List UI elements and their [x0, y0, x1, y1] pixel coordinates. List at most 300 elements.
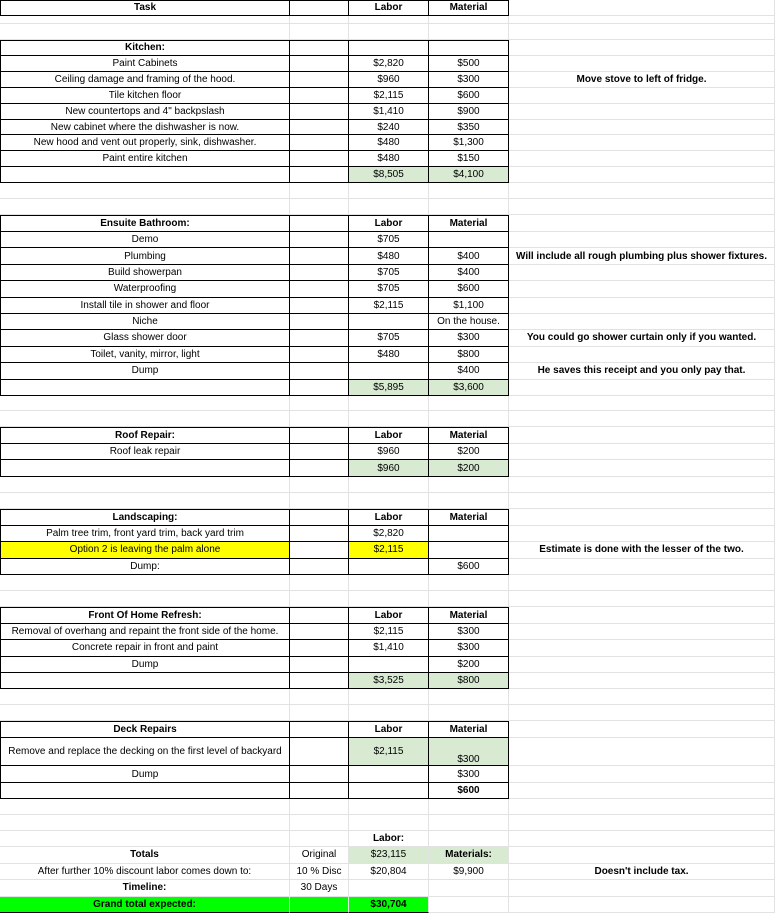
cell-comment[interactable]: [509, 281, 775, 298]
cell-material[interactable]: Material: [429, 427, 509, 444]
cell-note-col[interactable]: [290, 783, 349, 799]
cell-labor[interactable]: [349, 183, 429, 199]
cell-material[interactable]: [429, 897, 509, 913]
cell-note-col[interactable]: [290, 314, 349, 330]
cell-material[interactable]: $200: [429, 460, 509, 477]
cell-task[interactable]: New countertops and 4" backpslash: [0, 104, 290, 120]
cell-comment[interactable]: Move stove to left of fridge.: [509, 72, 775, 88]
cell-labor[interactable]: [349, 689, 429, 705]
cell-comment[interactable]: [509, 396, 775, 412]
cell-labor[interactable]: $2,115: [349, 88, 429, 104]
cell-note-col[interactable]: Original: [290, 847, 349, 864]
cell-labor[interactable]: $705: [349, 232, 429, 248]
cell-task[interactable]: New hood and vent out properly, sink, dishwasher.: [0, 135, 290, 151]
cell-note-col[interactable]: [290, 0, 349, 16]
cell-note-col[interactable]: [290, 135, 349, 151]
cell-labor[interactable]: Labor: [349, 721, 429, 738]
cell-labor[interactable]: [349, 766, 429, 783]
cell-comment[interactable]: [509, 444, 775, 460]
cell-comment[interactable]: [509, 411, 775, 427]
cell-note-col[interactable]: [290, 104, 349, 120]
cell-labor[interactable]: [349, 880, 429, 897]
cell-note-col[interactable]: [290, 347, 349, 363]
cell-task[interactable]: Dump:: [0, 559, 290, 575]
cell-comment[interactable]: [509, 526, 775, 542]
cell-task[interactable]: Ensuite Bathroom:: [0, 215, 290, 232]
cell-note-col[interactable]: [290, 40, 349, 56]
cell-comment[interactable]: [509, 0, 775, 16]
cell-task[interactable]: Kitchen:: [0, 40, 290, 56]
cell-task[interactable]: Install tile in shower and floor: [0, 298, 290, 314]
cell-material[interactable]: Material: [429, 215, 509, 232]
cell-note-col[interactable]: 10 % Disc: [290, 864, 349, 880]
cell-comment[interactable]: [509, 88, 775, 104]
cell-labor[interactable]: $2,820: [349, 526, 429, 542]
cell-material[interactable]: [429, 477, 509, 493]
cell-labor[interactable]: $5,895: [349, 380, 429, 396]
cell-comment[interactable]: [509, 509, 775, 526]
cell-task[interactable]: [0, 799, 290, 815]
cell-material[interactable]: [429, 799, 509, 815]
table-row: [0, 880, 775, 897]
cell-note-col[interactable]: [290, 396, 349, 412]
cell-note-col[interactable]: 30 Days: [290, 880, 349, 897]
cell-task[interactable]: [0, 411, 290, 427]
cell-task[interactable]: Dump: [0, 657, 290, 673]
cell-labor[interactable]: $240: [349, 120, 429, 136]
cell-task[interactable]: Deck Repairs: [0, 721, 290, 738]
cell-material[interactable]: $500: [429, 56, 509, 72]
cell-material[interactable]: $300: [429, 738, 509, 766]
cell-task[interactable]: Grand total expected:: [0, 897, 290, 913]
cell-material[interactable]: $300: [429, 766, 509, 783]
cell-task[interactable]: Toilet, vanity, mirror, light: [0, 347, 290, 363]
cell-labor[interactable]: $8,505: [349, 167, 429, 183]
cell-note-col[interactable]: [290, 721, 349, 738]
table-row: [0, 135, 775, 151]
cell-task[interactable]: [0, 380, 290, 396]
table-row: [0, 738, 775, 766]
cell-comment[interactable]: You could go shower curtain only if you wanted.: [509, 330, 775, 347]
cell-task[interactable]: Roof Repair:: [0, 427, 290, 444]
cell-material[interactable]: [429, 411, 509, 427]
cell-comment[interactable]: He saves this receipt and you only pay that.: [509, 363, 775, 380]
cell-comment[interactable]: [509, 591, 775, 607]
cell-task[interactable]: Niche: [0, 314, 290, 330]
cell-labor[interactable]: [349, 411, 429, 427]
cell-labor[interactable]: [349, 799, 429, 815]
cell-comment[interactable]: [509, 56, 775, 72]
cell-task[interactable]: [0, 783, 290, 799]
cell-comment[interactable]: [509, 167, 775, 183]
cell-task[interactable]: Build showerpan: [0, 265, 290, 281]
cell-note-col[interactable]: [290, 427, 349, 444]
cell-material[interactable]: [429, 199, 509, 215]
cell-labor[interactable]: $960: [349, 444, 429, 460]
table-row: [0, 831, 775, 847]
cell-labor[interactable]: Labor: [349, 427, 429, 444]
cell-material[interactable]: Materials:: [429, 847, 509, 864]
cell-note-col[interactable]: [290, 363, 349, 380]
cell-material[interactable]: [429, 16, 509, 24]
cell-comment[interactable]: [509, 815, 775, 831]
cell-labor[interactable]: [349, 477, 429, 493]
cell-labor[interactable]: $705: [349, 281, 429, 298]
cell-task[interactable]: [0, 831, 290, 847]
cell-labor[interactable]: $1,410: [349, 640, 429, 657]
table-row: [0, 151, 775, 167]
cell-comment[interactable]: [509, 673, 775, 690]
cell-material[interactable]: $600: [429, 783, 509, 799]
cell-task[interactable]: Totals: [0, 847, 290, 864]
table-row: [0, 72, 775, 88]
cell-labor[interactable]: [349, 396, 429, 412]
cell-task[interactable]: [0, 575, 290, 591]
cell-material[interactable]: [429, 831, 509, 847]
cell-labor[interactable]: [349, 783, 429, 799]
cell-material[interactable]: Material: [429, 607, 509, 624]
cell-material[interactable]: [429, 24, 509, 40]
cell-task[interactable]: Demo: [0, 232, 290, 248]
cell-material[interactable]: $300: [429, 640, 509, 657]
cell-material[interactable]: $300: [429, 72, 509, 88]
cell-note-col[interactable]: [290, 298, 349, 314]
cell-labor[interactable]: Labor: [349, 0, 429, 16]
cell-labor[interactable]: [349, 24, 429, 40]
table-row: [0, 575, 775, 591]
cell-task[interactable]: [0, 493, 290, 509]
cell-task[interactable]: Roof leak repair: [0, 444, 290, 460]
cell-material[interactable]: $350: [429, 120, 509, 136]
cell-labor[interactable]: $480: [349, 151, 429, 167]
cell-task[interactable]: Waterproofing: [0, 281, 290, 298]
cell-note-col[interactable]: [290, 673, 349, 690]
cell-comment[interactable]: [509, 721, 775, 738]
table-row: [0, 766, 775, 783]
table-row: [0, 56, 775, 72]
cell-labor[interactable]: $2,820: [349, 56, 429, 72]
cell-comment[interactable]: [509, 880, 775, 897]
cell-material[interactable]: $800: [429, 347, 509, 363]
cell-labor[interactable]: $705: [349, 330, 429, 347]
cell-comment[interactable]: [509, 477, 775, 493]
cell-comment[interactable]: [509, 104, 775, 120]
cell-task[interactable]: [0, 167, 290, 183]
cell-task[interactable]: [0, 396, 290, 412]
cell-note-col[interactable]: [290, 493, 349, 509]
cell-note-col[interactable]: [290, 265, 349, 281]
cell-comment[interactable]: [509, 738, 775, 766]
cell-task[interactable]: [0, 183, 290, 199]
cell-note-col[interactable]: [290, 831, 349, 847]
cell-labor[interactable]: $23,115: [349, 847, 429, 864]
cell-labor[interactable]: $960: [349, 72, 429, 88]
cell-labor[interactable]: $960: [349, 460, 429, 477]
cell-task[interactable]: Glass shower door: [0, 330, 290, 347]
cell-material[interactable]: [429, 591, 509, 607]
cell-note-col[interactable]: [290, 248, 349, 265]
cell-comment[interactable]: [509, 265, 775, 281]
cell-note-col[interactable]: [290, 526, 349, 542]
cell-labor[interactable]: $3,525: [349, 673, 429, 690]
table-row: [0, 460, 775, 477]
cell-note-col[interactable]: [290, 607, 349, 624]
cell-note-col[interactable]: [290, 232, 349, 248]
cell-note-col[interactable]: [290, 815, 349, 831]
cell-comment[interactable]: [509, 766, 775, 783]
cell-material[interactable]: $400: [429, 265, 509, 281]
cell-material[interactable]: $400: [429, 248, 509, 265]
table-row: [0, 120, 775, 136]
cell-comment[interactable]: [509, 314, 775, 330]
cell-comment[interactable]: [509, 607, 775, 624]
cell-note-col[interactable]: [290, 575, 349, 591]
cell-comment[interactable]: [509, 183, 775, 199]
cell-comment[interactable]: [509, 847, 775, 864]
cell-labor[interactable]: [349, 16, 429, 24]
cell-note-col[interactable]: [290, 624, 349, 640]
cell-task[interactable]: [0, 24, 290, 40]
cell-task[interactable]: Ceiling damage and framing of the hood.: [0, 72, 290, 88]
cell-note-col[interactable]: [290, 24, 349, 40]
cell-note-col[interactable]: [290, 199, 349, 215]
cell-task[interactable]: Removal of overhang and repaint the front side of the home.: [0, 624, 290, 640]
cell-note-col[interactable]: [290, 689, 349, 705]
cell-material[interactable]: $200: [429, 657, 509, 673]
cell-task[interactable]: Palm tree trim, front yard trim, back yard trim: [0, 526, 290, 542]
cell-note-col[interactable]: [290, 766, 349, 783]
cell-comment[interactable]: [509, 120, 775, 136]
cell-comment[interactable]: [509, 575, 775, 591]
cell-note-col[interactable]: [290, 591, 349, 607]
cell-note-col[interactable]: [290, 542, 349, 559]
cell-task[interactable]: Paint entire kitchen: [0, 151, 290, 167]
cell-labor[interactable]: [349, 705, 429, 721]
cell-labor[interactable]: [349, 363, 429, 380]
cell-task[interactable]: Plumbing: [0, 248, 290, 265]
cell-note-col[interactable]: [290, 330, 349, 347]
cell-material[interactable]: $600: [429, 281, 509, 298]
cell-comment[interactable]: Estimate is done with the lesser of the two.: [509, 542, 775, 559]
cell-task[interactable]: Tile kitchen floor: [0, 88, 290, 104]
cell-note-col[interactable]: [290, 460, 349, 477]
cell-task[interactable]: Option 2 is leaving the palm alone: [0, 542, 290, 559]
cell-material[interactable]: [429, 689, 509, 705]
table-row: [0, 183, 775, 199]
cell-task[interactable]: Task: [0, 0, 290, 16]
cell-task[interactable]: [0, 815, 290, 831]
cell-note-col[interactable]: [290, 738, 349, 766]
cell-material[interactable]: Material: [429, 721, 509, 738]
cell-comment[interactable]: Will include all rough plumbing plus shower fixtures.: [509, 248, 775, 265]
table-row: [0, 24, 775, 40]
cell-comment[interactable]: Doesn't include tax.: [509, 864, 775, 880]
cell-material[interactable]: [429, 396, 509, 412]
cell-labor[interactable]: $20,804: [349, 864, 429, 880]
cell-labor[interactable]: $2,115: [349, 624, 429, 640]
cell-comment[interactable]: [509, 705, 775, 721]
cell-comment[interactable]: [509, 559, 775, 575]
cell-material[interactable]: $900: [429, 104, 509, 120]
cell-material[interactable]: [429, 40, 509, 56]
cell-note-col[interactable]: [290, 477, 349, 493]
cell-material[interactable]: [429, 183, 509, 199]
cell-labor[interactable]: [349, 199, 429, 215]
cell-labor[interactable]: Labor: [349, 607, 429, 624]
cell-comment[interactable]: [509, 24, 775, 40]
cell-note-col[interactable]: [290, 411, 349, 427]
cell-task[interactable]: Landscaping:: [0, 509, 290, 526]
cell-comment[interactable]: [509, 215, 775, 232]
cell-task[interactable]: [0, 477, 290, 493]
cell-note-col[interactable]: [290, 509, 349, 526]
cell-comment[interactable]: [509, 427, 775, 444]
cell-material[interactable]: [429, 815, 509, 831]
cell-material[interactable]: $150: [429, 151, 509, 167]
cell-note-col[interactable]: [290, 640, 349, 657]
cell-labor[interactable]: $480: [349, 347, 429, 363]
cell-task[interactable]: Concrete repair in front and paint: [0, 640, 290, 657]
cell-task[interactable]: [0, 460, 290, 477]
cell-task[interactable]: Timeline:: [0, 880, 290, 897]
cell-comment[interactable]: [509, 232, 775, 248]
cell-labor[interactable]: $2,115: [349, 542, 429, 559]
cell-task[interactable]: Remove and replace the decking on the first level of backyard: [0, 738, 290, 766]
cell-comment[interactable]: [509, 657, 775, 673]
cell-note-col[interactable]: [290, 799, 349, 815]
cell-comment[interactable]: [509, 897, 775, 913]
cell-material[interactable]: [429, 526, 509, 542]
cell-labor[interactable]: $2,115: [349, 298, 429, 314]
cell-material[interactable]: $9,900: [429, 864, 509, 880]
cell-labor[interactable]: [349, 657, 429, 673]
cell-note-col[interactable]: [290, 559, 349, 575]
cell-material[interactable]: [429, 705, 509, 721]
cell-labor[interactable]: Labor:: [349, 831, 429, 847]
cell-labor[interactable]: [349, 493, 429, 509]
cell-material[interactable]: $300: [429, 330, 509, 347]
table-row: [0, 799, 775, 815]
cell-comment[interactable]: [509, 151, 775, 167]
cell-material[interactable]: $3,600: [429, 380, 509, 396]
cell-task[interactable]: [0, 673, 290, 690]
cell-labor[interactable]: Labor: [349, 215, 429, 232]
cell-material[interactable]: $600: [429, 559, 509, 575]
cell-material[interactable]: [429, 493, 509, 509]
cell-comment[interactable]: [509, 831, 775, 847]
cell-task[interactable]: After further 10% discount labor comes down to:: [0, 864, 290, 880]
cell-note-col[interactable]: [290, 215, 349, 232]
cell-task[interactable]: Dump: [0, 766, 290, 783]
cell-comment[interactable]: [509, 783, 775, 799]
cell-labor[interactable]: [349, 575, 429, 591]
cell-note-col[interactable]: [290, 88, 349, 104]
cell-task[interactable]: New cabinet where the dishwasher is now.: [0, 120, 290, 136]
cell-note-col[interactable]: [290, 380, 349, 396]
cell-material[interactable]: $400: [429, 363, 509, 380]
cell-comment[interactable]: [509, 689, 775, 705]
cell-labor[interactable]: $30,704: [349, 897, 429, 913]
cell-task[interactable]: Paint Cabinets: [0, 56, 290, 72]
cell-task[interactable]: [0, 199, 290, 215]
cell-note-col[interactable]: [290, 183, 349, 199]
cell-note-col[interactable]: [290, 657, 349, 673]
cell-comment[interactable]: [509, 799, 775, 815]
table-row: [0, 657, 775, 673]
cell-material[interactable]: $4,100: [429, 167, 509, 183]
cell-material[interactable]: [429, 232, 509, 248]
cell-note-col[interactable]: [290, 16, 349, 24]
cell-labor[interactable]: $480: [349, 248, 429, 265]
cell-note-col[interactable]: [290, 56, 349, 72]
cell-comment[interactable]: [509, 135, 775, 151]
cell-material[interactable]: $800: [429, 673, 509, 690]
table-row: [0, 167, 775, 183]
cell-labor[interactable]: [349, 559, 429, 575]
cell-labor[interactable]: [349, 591, 429, 607]
cell-material[interactable]: $1,300: [429, 135, 509, 151]
cell-comment[interactable]: [509, 493, 775, 509]
cell-task[interactable]: [0, 16, 290, 24]
cell-task[interactable]: Dump: [0, 363, 290, 380]
cell-comment[interactable]: [509, 347, 775, 363]
cell-comment[interactable]: [509, 640, 775, 657]
cell-comment[interactable]: [509, 199, 775, 215]
table-row: [0, 444, 775, 460]
cell-material[interactable]: On the house.: [429, 314, 509, 330]
cell-note-col[interactable]: [290, 151, 349, 167]
cell-material[interactable]: Material: [429, 509, 509, 526]
cell-note-col[interactable]: [290, 72, 349, 88]
table-row: [0, 607, 775, 624]
cell-comment[interactable]: [509, 624, 775, 640]
cell-note-col[interactable]: [290, 444, 349, 460]
table-row: [0, 380, 775, 396]
cell-comment[interactable]: [509, 40, 775, 56]
cell-labor[interactable]: Labor: [349, 509, 429, 526]
cell-material[interactable]: $300: [429, 624, 509, 640]
cell-labor[interactable]: $1,410: [349, 104, 429, 120]
cell-material[interactable]: $1,100: [429, 298, 509, 314]
cell-note-col[interactable]: [290, 120, 349, 136]
cell-comment[interactable]: [509, 298, 775, 314]
cell-note-col[interactable]: [290, 167, 349, 183]
cell-labor[interactable]: [349, 815, 429, 831]
cell-labor[interactable]: $2,115: [349, 738, 429, 766]
cell-note-col[interactable]: [290, 897, 349, 913]
cell-task[interactable]: Front Of Home Refresh:: [0, 607, 290, 624]
cell-note-col[interactable]: [290, 705, 349, 721]
cell-comment[interactable]: [509, 16, 775, 24]
cell-labor[interactable]: $705: [349, 265, 429, 281]
cell-material[interactable]: [429, 880, 509, 897]
cell-labor[interactable]: [349, 314, 429, 330]
cell-comment[interactable]: [509, 380, 775, 396]
cell-task[interactable]: [0, 689, 290, 705]
cell-task[interactable]: [0, 591, 290, 607]
table-row: [0, 88, 775, 104]
cell-task[interactable]: [0, 705, 290, 721]
cell-note-col[interactable]: [290, 281, 349, 298]
cell-material[interactable]: [429, 575, 509, 591]
cell-material[interactable]: [429, 542, 509, 559]
cell-material[interactable]: Material: [429, 0, 509, 16]
cell-material[interactable]: $200: [429, 444, 509, 460]
cell-material[interactable]: $600: [429, 88, 509, 104]
cell-comment[interactable]: [509, 460, 775, 477]
cell-labor[interactable]: [349, 40, 429, 56]
cell-labor[interactable]: $480: [349, 135, 429, 151]
